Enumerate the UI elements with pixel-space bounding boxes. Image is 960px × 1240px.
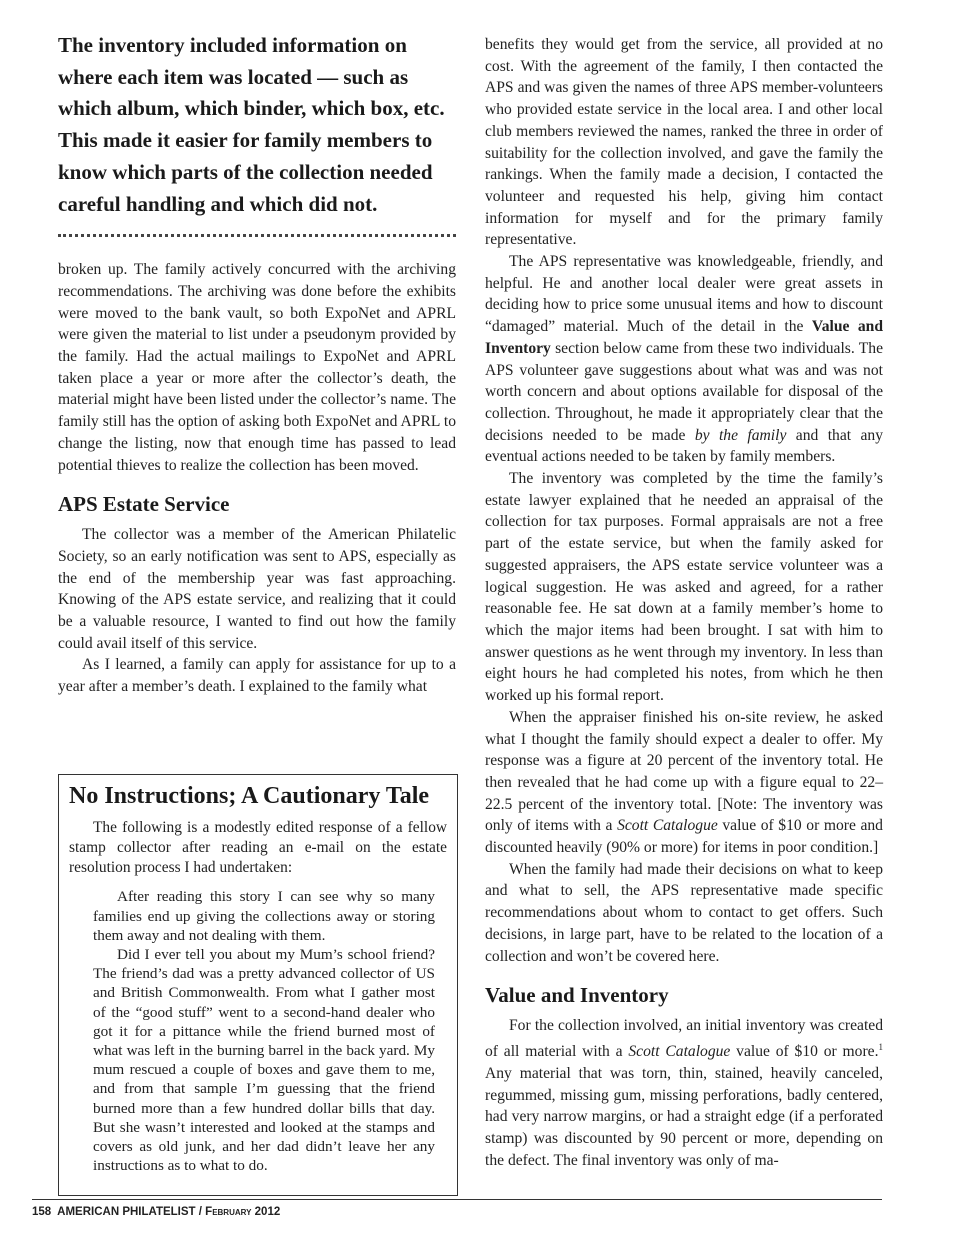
- text-run: For the collection involved, an initial inventory was created of all material with a: [485, 1017, 883, 1061]
- right-paragraph-6: [485, 1015, 883, 1171]
- text-run: Any material that was torn, thin, stained, heavily canceled, regummed, missing gum, missing perforations, badly centered, had very narrow margins, or had a straight edge (if a perforated stamp) was discounted by 90 percent or more, depending on the defect. The final inventory was only of ma-: [485, 1064, 883, 1169]
- left-column: [58, 30, 456, 698]
- right-paragraph-3: The inventory was completed by the time the family’s estate lawyer explained that he needed an appraisal of the collection for tax purposes. Formal appraisals are not a free part of the estate service, but when the family asked for suggested appraisers, the APS estate service volunteer was a logical suggestion. He was asked and agreed, for a rather reasonable fee. He sat down at a family member’s home to which the major items had been brought. I sat with him to answer questions as he went through my inventory. In less than eight hours he had completed his notes, from which he then worked up his formal report.: [485, 470, 883, 705]
- page-number: 158: [32, 1206, 52, 1218]
- sidebar-box: [58, 774, 458, 1196]
- right-paragraph-5: When the family had made their decisions on what to keep and what to sell, the APS representative made specific recommendations about whom to contact to get offers. Such decisions, in large part, have to be related to the location of a collection and won’t be covered here.: [485, 860, 883, 965]
- sidebar-quote-paragraph-1: After reading this story I can see why so many families end up giving the collections away or storing them away and not dealing with them.: [93, 888, 435, 944]
- right-paragraph-1: benefits they would get from the service, all provided at no cost. With the agreement of the family, I then contacted the APS and was given the names of three APS member-volunteers who provided estate service in the local area. I and other local club members reviewed the names, ranked the three in order of suitability for the collection involved, and gave the family the rankings. When the family made a decision, I contacted the volunteer and requested his help, giving him contact information for myself and for the primary family representative.: [485, 36, 883, 249]
- left-paragraph-2: The collector was a member of the American Philatelic Society, so an early notification was sent to APS, especially as the end of the membership year was fast approaching. Knowing of the APS estate service, and realizing that it could be a valuable resource, I wanted to find out how the family could avail itself of this service.: [58, 526, 456, 652]
- dotted-divider: [58, 228, 456, 237]
- italic-title: Scott Catalogue: [617, 817, 718, 835]
- footnote-marker: 1: [878, 1041, 883, 1052]
- right-column: [485, 34, 883, 1171]
- footer-rule: [32, 1199, 882, 1200]
- pull-quote: The inventory included information on where each item was located — such as which album, which binder, which box, etc. This made it easier for family members to know which parts of the collection needed careful handling and which did not.: [58, 33, 445, 216]
- text-run: and that any eventual actions needed to be taken by family members.: [485, 426, 884, 466]
- section-heading-value-and-inventory: Value and Inventory: [485, 983, 669, 1008]
- right-paragraph-2: [485, 251, 883, 468]
- magazine-name: AMERICAN PHILATELIST: [57, 1206, 196, 1218]
- right-paragraph-4: [485, 707, 883, 859]
- sidebar-quote: [93, 887, 435, 1175]
- italic-title: Scott Catalogue: [628, 1043, 731, 1061]
- issue-date: February 2012: [205, 1206, 281, 1218]
- bold-reference: Value and Inventory: [485, 318, 883, 357]
- page-footer: [32, 1206, 280, 1218]
- sidebar-intro: The following is a modestly edited response of a fellow stamp collector after reading an e-mail on the estate resolution process I had undertaken:: [69, 819, 447, 876]
- sidebar-title: No Instructions; A Cautionary Tale: [69, 783, 430, 809]
- section-heading-aps-estate-service: APS Estate Service: [58, 492, 230, 517]
- sidebar-quote-paragraph-2: Did I ever tell you about my Mum’s school friend? The friend’s dad was a pretty advanced collector of US and British Commonwealth. From what I gather most of the “good stuff” went to a second-hand dealer who got it for a pittance while the friend burned most of what was left in the burning barrel in the back yard. My mum rescued a couple of boxes and gave them to me, and from that sample I’m guessing that the friend burned more than a few hundred dollar bills that day. But she wasn’t interested and looked at the stamps and covers as old junk, and her dad didn’t leave her any instructions as to what to do.: [93, 946, 435, 1175]
- text-run: The APS representative was knowledgeable, friendly, and helpful. He and another local dealer were great assets in deciding how to price some unusual items and how to discount “damaged” material. Much of the detail in the: [485, 253, 883, 336]
- footer-separator: /: [195, 1206, 206, 1218]
- text-run: section below came from these two individuals. The APS volunteer gave suggestions about what was and was not worth concern and about options available for disposal of the collection. Throughout, he made it appropriately clear that the decisions needed to be made: [485, 339, 883, 444]
- text-run: value of $10 or more and discounted heavily (90% or more) for items in poor condition.]: [485, 817, 883, 857]
- text-run: When the appraiser finished his on-site review, he asked what I thought the family should expect a dealer to offer. My response was a figure at 20 percent of the inventory total. He then revealed that he had come up with a figure equal to 22–22.5 percent of the inventory total. [Note: The inventory was only of items with a: [485, 708, 883, 835]
- left-paragraph-1: broken up. The family actively concurred with the archiving recommendations. The archiving was done before the exhibits were moved to the bank vault, so both ExpoNet and APRL were given the material to list under a pseudonym provided by the family. Had the actual mailings to ExpoNet and APRL taken place a year or more after the collector’s death, the material might have been listed under the collector’s name. The family still has the option of asking both ExpoNet and APRL to change the listing, now that enough time has passed to lead potential thieves to realize the collection has been moved.: [58, 261, 456, 474]
- italic-emphasis: by the family: [694, 426, 787, 444]
- text-run: value of $10 or more.: [730, 1043, 879, 1061]
- left-paragraph-3: As I learned, a family can apply for assistance for up to a year after a member’s death. I explained to the family what: [58, 656, 456, 696]
